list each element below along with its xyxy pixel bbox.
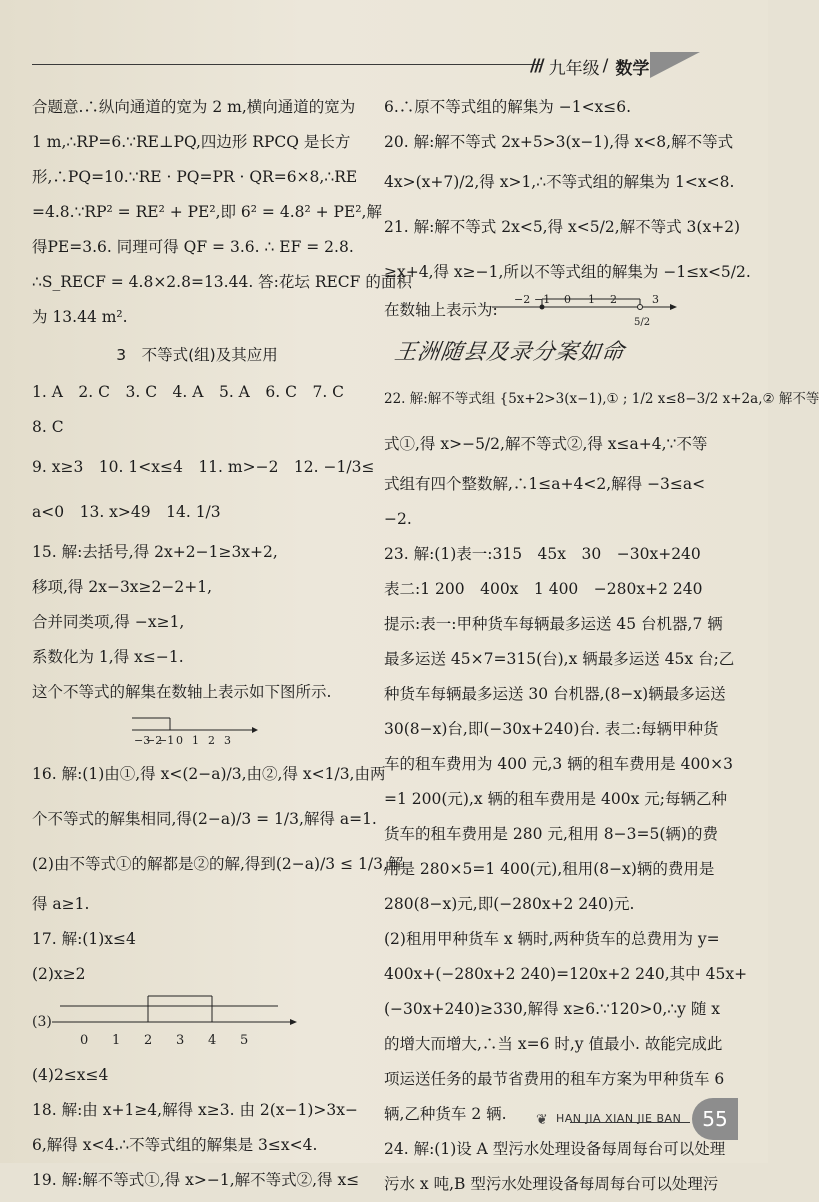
answer-line: 15. 解:去括号,得 2x+2−1≥3x+2, xyxy=(32,543,278,561)
answer-line: 6,解得 x<4.∴不等式组的解集是 3≤x<4. xyxy=(32,1136,318,1154)
answer-line: 22. 解:解不等式组 {5x+2>3(x−1),① ; 1/2 x≤8−3/2 x+2a,② 解不等 xyxy=(384,391,819,407)
answer-line: ≥x+4,得 x≥−1,所以不等式组的解集为 −1≤x<5/2. xyxy=(384,263,751,281)
axis-caption: 在数轴上表示为: xyxy=(384,301,498,319)
axis-tick-label: −3 xyxy=(134,734,151,747)
axis-tick-label: 2 xyxy=(610,293,617,306)
answer-line: 项运送任务的最节省费用的租车方案为甲种货车 6 xyxy=(384,1070,725,1088)
answer-line: 表二:1 200 400x 1 400 −280x+2 240 xyxy=(384,580,703,598)
answer-line: (2)租用甲种货车 x 辆时,两种货车的总费用为 y= xyxy=(384,930,720,948)
axis-tick-label: 3 xyxy=(652,293,659,306)
axis-frac-label: 5/2 xyxy=(634,317,651,328)
answer-line: 16. 解:(1)由①,得 x<(2−a)/3,由②,得 x<1/3,由两 xyxy=(32,765,386,783)
axis-tick-label: 0 xyxy=(176,734,183,747)
answer-line: 式①,得 x>−5/2,解不等式②,得 x≤a+4,∵不等 xyxy=(384,435,708,453)
answer-line: 车的租车费用为 400 元,3 辆的租车费用是 400×3 xyxy=(384,755,734,773)
answer-line: 移项,得 2x−3x≥2−2+1, xyxy=(32,578,213,596)
axis-tick-label: 1 xyxy=(588,293,595,306)
text-line: 1 m,∴RP=6.∵RE⊥PQ,四边形 RPCQ 是长方 xyxy=(32,133,351,151)
axis-tick-label: 2 xyxy=(144,1033,153,1048)
left-column xyxy=(32,90,412,1198)
text-line: 形,∴PQ=10.∵RE · PQ=PR · QR=6×8,∴RE xyxy=(32,168,358,186)
axis-tick-label: 0 xyxy=(564,293,571,306)
axis-tick-label: 3 xyxy=(176,1033,185,1048)
axis-tick-label: 0 xyxy=(80,1033,89,1048)
header-rule xyxy=(32,64,542,65)
axis-tick-label: 3 xyxy=(224,734,231,747)
answer-line: =1 200(元),x 辆的租车费用是 400x 元;每辆乙种 xyxy=(384,790,727,808)
axis-tick-label: −2 xyxy=(514,293,531,306)
header-separator: / xyxy=(602,56,609,76)
axis-tick-label: 5 xyxy=(240,1033,249,1048)
answer-line: 种货车每辆最多运送 30 台机器,(8−x)辆最多运送 xyxy=(384,685,726,703)
footer-text: HAN JIA XIAN JIE BAN xyxy=(556,1112,682,1125)
text-line: 为 13.44 m². xyxy=(32,308,128,326)
axis-tick-label: 1 xyxy=(192,734,199,747)
answer-line: 得 a≥1. xyxy=(32,895,90,913)
answer-line: 系数化为 1,得 x≤−1. xyxy=(32,648,184,666)
answer-line: 280(8−x)元,即(−280x+2 240)元. xyxy=(384,895,635,913)
text-line: 得PE=3.6. 同理可得 QF = 3.6. ∴ EF = 2.8. xyxy=(32,238,354,256)
axis-tick-label: −1 xyxy=(158,734,175,747)
answer-line: 19. 解:解不等式①,得 x>−1,解不等式②,得 x≤ xyxy=(32,1171,360,1189)
handwritten-note: 王洲随县及录分案如命 xyxy=(392,340,627,365)
axis-label-3: (3) xyxy=(32,1014,52,1030)
right-column xyxy=(384,90,819,1202)
q17-number-line xyxy=(32,992,362,1058)
answer-line: 的增大而增大,∴当 x=6 时,y 值最小. 故能完成此 xyxy=(384,1035,723,1053)
answer-line: 30(8−x)台,即(−30x+240)台. 表二:每辆甲种货 xyxy=(384,720,719,738)
answer-line: 21. 解:解不等式 2x<5,得 x<5/2,解不等式 3(x+2) xyxy=(384,218,741,236)
answer-line: 8. C xyxy=(32,418,64,436)
answer-line: (−30x+240)≥330,解得 x≥6.∵120>0,∴y 随 x xyxy=(384,1000,720,1018)
answer-line: 最多运送 45×7=315(台),x 辆最多运送 45x 台;乙 xyxy=(384,650,735,668)
answer-line: 400x+(−280x+2 240)=120x+2 240,其中 45x+ xyxy=(384,965,748,983)
text-line: =4.8.∵RP² = RE² + PE²,即 6² = 4.8² + PE²,解 xyxy=(32,203,382,221)
answer-line: 合并同类项,得 −x≥1, xyxy=(32,613,185,631)
answer-line: 9. x≥3 10. 1<x≤4 11. m>−2 12. −1/3≤ xyxy=(32,458,375,476)
q21-number-line xyxy=(384,295,724,335)
page-number: 55 xyxy=(692,1098,738,1140)
section-title: 3 不等式(组)及其应用 xyxy=(116,346,278,364)
answer-line: 6.∴原不等式组的解集为 −1<x≤6. xyxy=(384,98,632,116)
answer-line: 17. 解:(1)x≤4 xyxy=(32,930,136,948)
leaf-icon: ❦ xyxy=(536,1112,548,1128)
answer-line: (2)x≥2 xyxy=(32,965,86,983)
answer-line: 式组有四个整数解,∴1≤a+4<2,解得 −3≤a< xyxy=(384,475,706,493)
header-triangle-decoration xyxy=(650,52,700,78)
number-line-figure xyxy=(132,714,272,750)
number-line-figure xyxy=(32,992,362,1058)
header-grade: 九年级 xyxy=(548,58,600,79)
answer-line: 提示:表一:甲种货车每辆最多运送 45 台机器,7 辆 xyxy=(384,615,723,633)
answer-line: 1. A 2. C 3. C 4. A 5. A 6. C 7. C xyxy=(32,383,345,401)
number-line-figure xyxy=(492,291,692,331)
answer-line: 辆,乙种货车 2 辆. xyxy=(384,1105,507,1123)
header-slashes: /// xyxy=(530,56,543,76)
answer-line: (4)2≤x≤4 xyxy=(32,1066,109,1084)
header-subject: 数学 xyxy=(615,58,650,79)
answer-line: −2. xyxy=(384,510,412,528)
axis-tick-label: −2 xyxy=(146,734,163,747)
answer-line: 18. 解:由 x+1≥4,解得 x≥3. 由 2(x−1)>3x− xyxy=(32,1101,359,1119)
text-line: ∴S_RECF = 4.8×2.8=13.44. 答:花坛 RECF 的面积 xyxy=(32,273,412,291)
axis-tick-label: 1 xyxy=(112,1033,121,1048)
answer-line: 这个不等式的解集在数轴上表示如下图所示. xyxy=(32,683,332,701)
answer-line: 个不等式的解集相同,得(2−a)/3 = 1/3,解得 a=1. xyxy=(32,810,377,828)
axis-tick-label: 2 xyxy=(208,734,215,747)
q15-number-line xyxy=(32,710,362,752)
answer-line: 用是 280×5=1 400(元),租用(8−x)辆的费用是 xyxy=(384,860,715,878)
text-line: 合题意.∴纵向通道的宽为 2 m,横向通道的宽为 xyxy=(32,98,356,116)
answer-line: (2)由不等式①的解都是②的解,得到(2−a)/3 ≤ 1/3,解 xyxy=(32,855,404,873)
answer-line: a<0 13. x>49 14. 1/3 xyxy=(32,503,221,521)
answer-line: 24. 解:(1)设 A 型污水处理设备每周每台可以处理 xyxy=(384,1140,726,1158)
answer-line: 4x>(x+7)/2,得 x>1,∴不等式组的解集为 1<x<8. xyxy=(384,173,735,191)
answer-line: 23. 解:(1)表一:315 45x 30 −30x+240 xyxy=(384,545,701,563)
answer-line: 20. 解:解不等式 2x+5>3(x−1),得 x<8,解不等式 xyxy=(384,133,734,151)
axis-tick-label: −1 xyxy=(534,293,551,306)
answer-line: 货车的租车费用是 280 元,租用 8−3=5(辆)的费 xyxy=(384,825,718,843)
answer-line: 污水 x 吨,B 型污水处理设备每周每台可以处理污 xyxy=(384,1175,719,1193)
axis-tick-label: 4 xyxy=(208,1033,217,1048)
